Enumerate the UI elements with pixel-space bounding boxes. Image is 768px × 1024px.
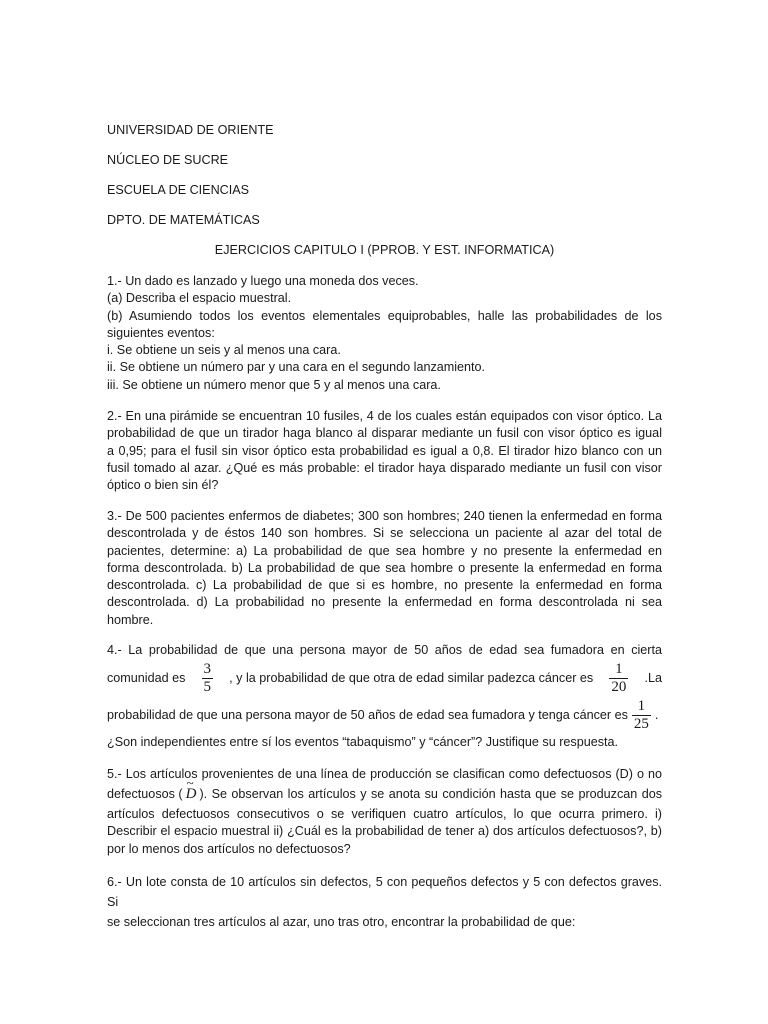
exercise-5-line: Describir el espacio muestral ii) ¿Cuál es la probabilidad de tener a) dos artículos defectuosos?, b) [107,824,662,839]
fraction-denominator: 5 [203,679,212,695]
university-name: UNIVERSIDAD DE ORIENTE [107,123,274,137]
exercise-2-line: fusil tomado al azar. ¿Qué es más probable: el tirador haya disparado mediante un fusil con visor [107,460,662,475]
exercise-5-rest [107,806,662,858]
fraction-numerator: 1 [609,661,628,679]
fraction-three-fifths [202,661,214,696]
exercise-2-line: a 0,95; para el fusil sin visor óptico esta probabilidad es igual a 0,8. El tirador hizo blanco con un [107,443,662,458]
exercise-3 [107,508,662,629]
exercise-5-line-2 [107,786,662,803]
exercise-4 [107,642,662,659]
exercise-4-text: .La [644,671,662,685]
school-name: ESCUELA DE CIENCIAS [107,183,250,197]
exercise-6 [107,872,662,932]
exercise-4-text: . [654,708,659,722]
exercise-4-line: ¿Son independientes entre sí los eventos “tabaquismo” y “cáncer”? Justifique su respuesta. [107,735,619,749]
exercise-5-line: artículos defectuosos consecutivos o se verifiquen cuatro artículos, lo que ocurra primero. i) [107,807,662,821]
exercise-6-line: se seleccionan tres artículos al azar, uno tras otro, encontrar la probabilidad de que: [107,915,576,929]
exercise-3-line: descontrolada. d) La probabilidad no presente la enfermedad en forma descontrolada ni sea [107,595,662,610]
exercise-6-line: 6.- Un lote consta de 10 artículos sin defectos, 5 con pequeños defectos y 5 con defectos graves. Si [107,875,662,909]
fraction-one-twentieth [609,661,628,696]
exercise-1-line: i. Se obtiene un seis y al menos una cara. [107,343,341,358]
exercise-2-line: 2.- En una pirámide se encuentran 10 fusiles, 4 de los cuales están equipados con visor óptico. La [107,409,662,423]
exercise-2-line: probabilidad de que un tirador haga blanco al disparar mediante un fusil con visor óptico es igual [107,426,662,441]
exercise-4-line: 4.- La probabilidad de que una persona mayor de 50 años de edad sea fumadora en cierta [107,643,662,657]
exercise-2-line: óptico o bien sin él? [107,478,219,493]
exercise-3-line: descontrolada. c) La probabilidad de que si es hombre, no presente la enfermedad en forma [107,578,662,593]
exercise-3-line: forma descontrolada. b) La probabilidad de que sea hombre o presente la enfermedad en forma [107,560,662,575]
exercise-1-line: 1.- Un dado es lanzado y luego una moneda dos veces. [107,274,419,288]
d-tilde-symbol: ~ D [186,786,197,803]
exercise-4-fraction-line-2 [107,698,662,733]
exercise-5-text: ). Se observan los artículos y se anota su condición hasta que se produzcan dos [199,787,662,801]
exercise-4-text: , y la probabilidad de que otra de edad similar padezca cáncer es [229,671,594,685]
exercise-3-line: hombre. [107,612,154,627]
exercise-3-line: descontrolada y de éstos 140 son hombres. Si se selecciona un paciente al azar del total de [107,526,662,541]
document-title: EJERCICIOS CAPITULO I (PPROB. Y EST. INFORMATICA) [214,243,555,257]
exercise-4-text: probabilidad de que una persona mayor de 50 años de edad sea fumadora y tenga cáncer es [107,708,628,722]
department-name: DPTO. DE MATEMÁTICAS [107,213,260,227]
exercise-1-line: (b) Asumiendo todos los eventos elementales equiprobables, halle las probabilidades de los [107,308,662,323]
fraction-denominator: 25 [633,716,649,732]
fraction-denominator: 20 [611,679,627,695]
exercise-1-line: (a) Describa el espacio muestral. [107,291,292,306]
exercise-1-line: iii. Se obtiene un número menor que 5 y al menos una cara. [107,377,441,392]
exercise-5-line: 5.- Los artículos provenientes de una línea de producción se clasifican como defectuosos (D) o no [107,767,662,781]
fraction-numerator: 1 [632,698,651,716]
exercise-5-text: defectuosos ( [107,787,183,801]
fraction-one-twentyfifth [632,698,651,733]
exercise-4-text: comunidad es [107,671,186,685]
nucleus-name: NÚCLEO DE SUCRE [107,153,229,167]
exercise-1-line: siguientes eventos: [107,325,215,340]
exercise-4-question [107,734,662,751]
exercise-2 [107,408,662,494]
exercise-1 [107,273,662,394]
exercise-3-line: 3.- De 500 pacientes enfermos de diabetes; 300 son hombres; 240 tienen la enfermedad en forma [107,509,662,523]
exercise-3-line: pacientes, determine: a) La probabilidad de que sea hombre y no presente la enfermedad en [107,543,662,558]
exercise-4-fraction-line-1 [107,661,662,696]
fraction-numerator: 3 [203,661,212,677]
exercise-1-line: ii. Se obtiene un número par y una cara en el segundo lanzamiento. [107,360,486,375]
exercise-5-line: por lo menos dos artículos no defectuosos? [107,841,351,856]
